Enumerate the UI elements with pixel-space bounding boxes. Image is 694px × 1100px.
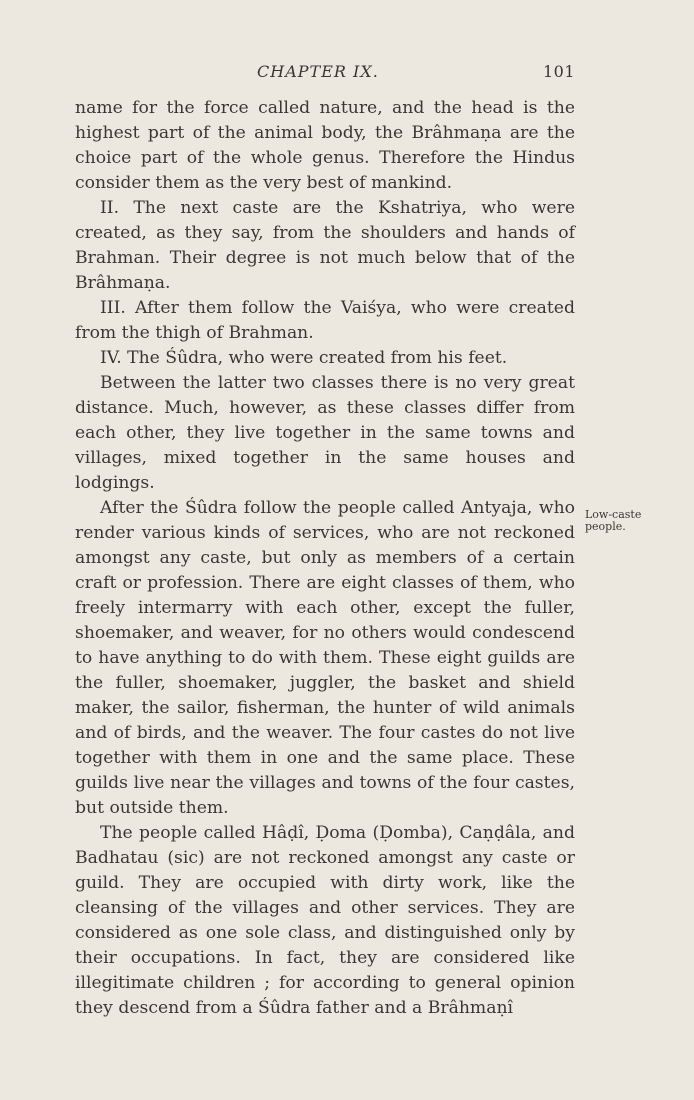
paragraph-kshatriya: II. The next caste are the Kshatriya, who were created, as they say, from the shoulders and hands of Brahman. Their degree is not much below that of the Brâhmaṇa. [75, 198, 575, 293]
paragraph-between-classes: Between the latter two classes there is no very great distance. Much, however, as these classes differ from each other, they live together in the same towns and villages, mixed together in the same houses and lodgings. [75, 373, 575, 493]
paragraph-hadi-doma: The people called Hâḍî, Ḍoma (Ḍomba), Caṇḍâla, and Badhatau (sic) are not reckoned amongst any caste or guild. They are occupied with dirty work, like the cleansing of the villages and other services. They are considered as one sole class, and distinguished only by their occupations. In fact, they are considered like illegitimate children ; for according to general opinion they descend from a Śûdra father and a Brâhmaṇî [75, 823, 575, 1018]
paragraph-continued: name for the force called nature, and the head is the highest part of the animal body, the Brâhmaṇa are the choice part of the whole genus. Therefore the Hindus consider them as the very best of mankind. [75, 98, 575, 193]
paragraph-antyaja: After the Śûdra follow the people called Antyaja, who render various kinds of services, who are not reckoned amongst any caste, but only as members of a certain craft or profession. There are eight classes of them, who freely intermarry with each other, except the fuller, shoemaker, and weaver, for no others would condescend to have anything to do with them. These eight guilds are the fuller, shoemaker, juggler, the basket and shield maker, the sailor, fisherman, the hunter of wild animals and of birds, and the weaver. The four castes do not live together with them in one and the same place. These guilds live near the villages and towns of the four castes, but outside them. [75, 498, 575, 818]
page-number: 101 [542, 62, 575, 81]
paragraph-sudra: IV. The Śûdra, who were created from his feet. [100, 348, 508, 368]
body-text [75, 96, 575, 1021]
margin-note: Low-caste people. [585, 508, 642, 533]
running-head [75, 62, 575, 84]
chapter-title: CHAPTER IX. [257, 62, 379, 81]
paragraph-vaisya: III. After them follow the Vaiśya, who were created from the thigh of Brahman. [75, 298, 575, 343]
